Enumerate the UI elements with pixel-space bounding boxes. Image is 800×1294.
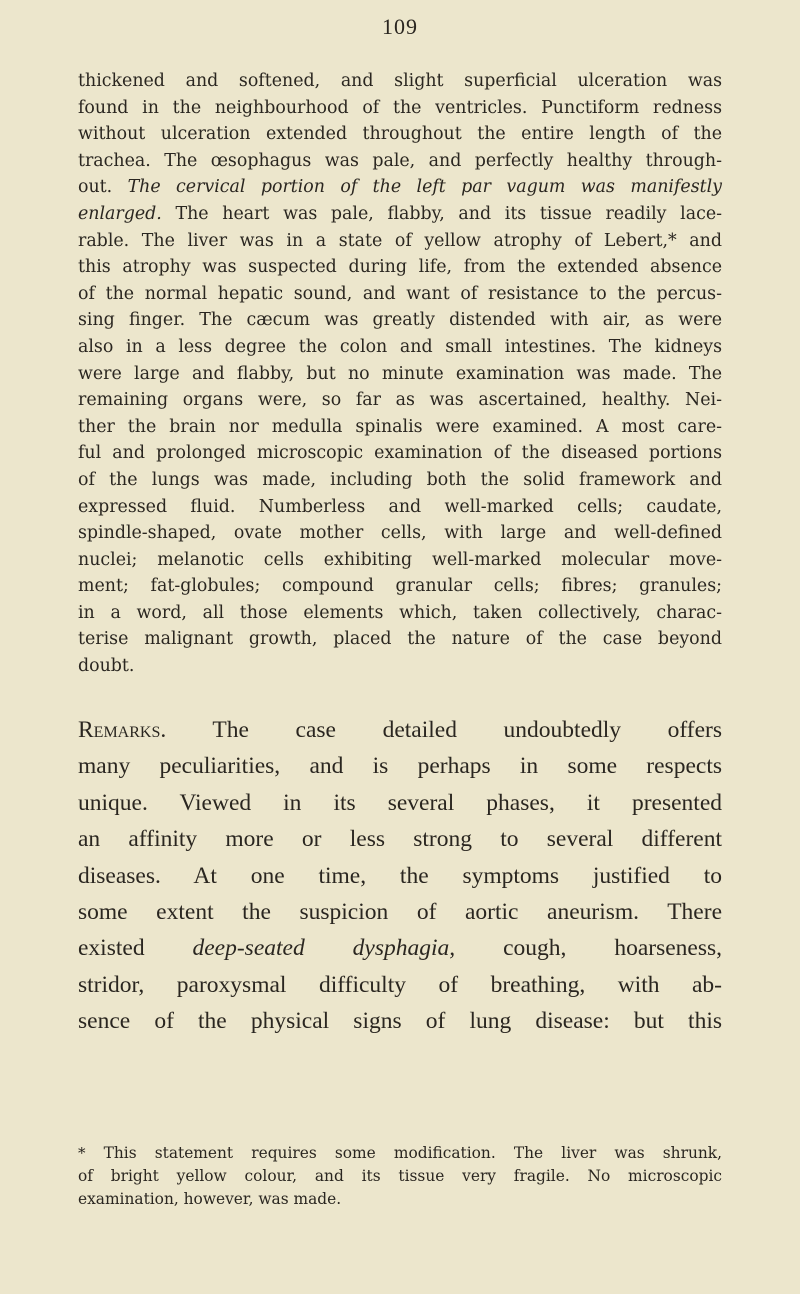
footnote-marker: * — [78, 1144, 86, 1162]
text-line — [78, 174, 722, 201]
text-fragment: cough, hoarseness, — [455, 935, 722, 962]
text-line — [78, 930, 722, 966]
text-line: expressed fluid. Numberless and well-marked cells; caudate, — [78, 496, 722, 517]
text-line: unique. Viewed in its several phases, it presented — [78, 789, 722, 816]
text-fragment: This statement requires some modification. The liver was shrunk, — [85, 1144, 722, 1162]
text-line: rable. The liver was in a state of yellow atrophy of Lebert,* and — [78, 230, 722, 251]
text-line: trachea. The œsophagus was pale, and perfectly healthy through- — [78, 150, 722, 171]
text-line: spindle-shaped, ovate mother cells, with large and well-defined — [78, 523, 722, 544]
text-line: stridor, paroxysmal difficulty of breathing, with ab- — [78, 971, 722, 998]
body-text — [78, 68, 722, 680]
text-line: examination, however, was made. — [78, 1189, 342, 1208]
text-line: ther the brain nor medulla spinalis were examined. A most care- — [78, 416, 722, 437]
text-line: in a word, all those elements which, taken collectively, charac- — [78, 602, 722, 623]
page-number: 109 — [382, 14, 418, 39]
text-fragment — [305, 935, 353, 961]
remarks-section — [78, 712, 722, 1040]
text-line: sing finger. The cæcum was greatly distended with air, as were — [78, 310, 722, 331]
text-line: diseases. At one time, the symptoms justified to — [78, 862, 722, 889]
text-line: doubt. — [78, 656, 135, 677]
text-line: an affinity more or less strong to several different — [78, 826, 722, 853]
italic-text: enlarged. — [78, 203, 162, 224]
text-line: were large and flabby, but no minute examination was made. The — [78, 363, 722, 384]
text-line: sence of the physical signs of lung disease: but this — [78, 1008, 722, 1035]
text-line — [78, 201, 722, 228]
italic-text: dysphagia, — [352, 935, 456, 962]
text-line: nuclei; melanotic cells exhibiting well-marked molecular move- — [78, 549, 722, 570]
text-line: many peculiarities, and is perhaps in some respects — [78, 753, 722, 780]
text-line: also in a less degree the colon and small intestines. The kidneys — [78, 336, 722, 357]
text-fragment: existed — [78, 935, 193, 962]
text-line: some extent the suspicion of aortic aneurism. There — [78, 899, 722, 926]
text-line: ful and prolonged microscopic examination of the diseased portions — [78, 443, 722, 464]
text-line — [78, 1142, 722, 1165]
italic-text: deep-seated — [192, 935, 305, 962]
text-line: found in the neighbourhood of the ventricles. Punctiform redness — [78, 97, 722, 118]
text-line: of bright yellow colour, and its tissue very fragile. No microscopic — [78, 1166, 722, 1185]
text-line: of the normal hepatic sound, and want of resistance to the percus- — [78, 283, 722, 304]
text-line: this atrophy was suspected during life, from the extended absence — [78, 257, 722, 278]
text-fragment: The case detailed undoubtedly offers — [166, 717, 722, 743]
text-fragment: The heart was pale, flabby, and its tissue readily lace- — [161, 203, 722, 224]
footnote — [78, 1142, 722, 1210]
text-line: thickened and softened, and slight superficial ulceration was — [78, 71, 722, 91]
text-line: of the lungs was made, including both the solid framework and — [78, 469, 722, 490]
text-fragment: out. — [78, 177, 128, 198]
italic-text: The cervical portion of the left par vagum was manifestly — [127, 177, 722, 198]
text-line: terise malignant growth, placed the nature of the case beyond — [78, 629, 722, 650]
remarks-heading: Remarks. — [78, 717, 167, 743]
text-line: ment; fat-globules; compound granular cells; fibres; granules; — [78, 576, 722, 597]
text-line — [78, 712, 722, 748]
text-line: without ulceration extended throughout the entire length of the — [78, 124, 722, 145]
text-line: remaining organs were, so far as was ascertained, healthy. Nei- — [78, 390, 722, 411]
